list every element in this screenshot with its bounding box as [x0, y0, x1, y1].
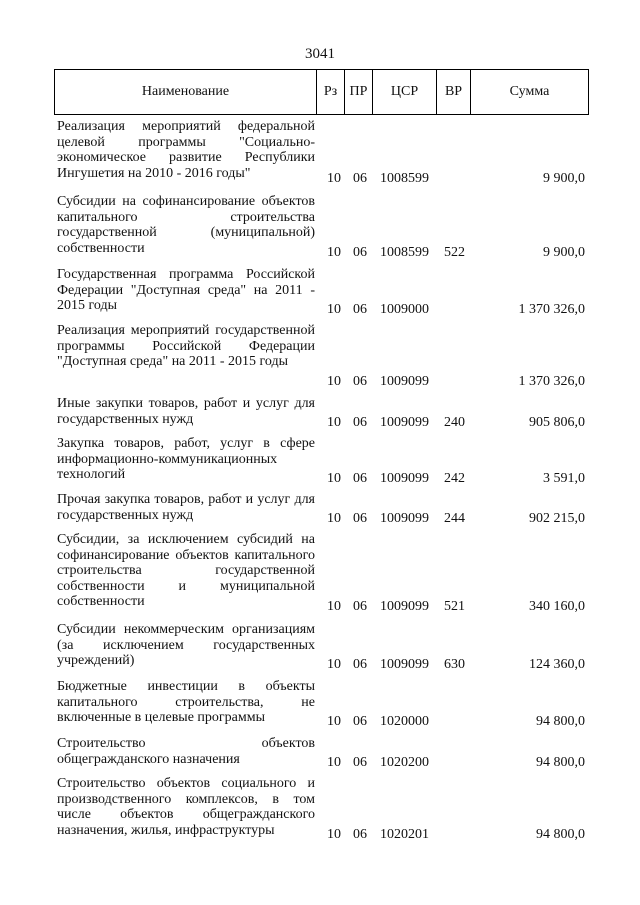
- table-header: [54, 69, 589, 115]
- row-name: Строительство объектов социального и производственного комплексов, в том числе объектов общегражданского назначения, жилья, инфраструктуры: [57, 776, 315, 838]
- row-name: Иные закупки товаров, работ и услуг для государственных нужд: [57, 396, 315, 427]
- table-row: [57, 532, 587, 614]
- row-pr: 06: [353, 598, 367, 614]
- table-row: [57, 679, 587, 729]
- table-row: [57, 492, 587, 526]
- row-csr: 1020200: [380, 754, 429, 770]
- row-pr: 06: [353, 510, 367, 526]
- row-csr: 1020000: [380, 713, 429, 729]
- table-row: [57, 736, 587, 770]
- table-row: [57, 323, 587, 389]
- row-csr: 1009099: [380, 373, 429, 389]
- row-csr: 1008599: [380, 170, 429, 186]
- row-sum: 94 800,0: [536, 754, 585, 770]
- row-pr: 06: [353, 754, 367, 770]
- row-name: Субсидии, за исключением субсидий на софинансирование объектов капитального строительства государственной собственности и муниципальной собственности: [57, 532, 315, 609]
- row-name: Реализация мероприятий федеральной целевой программы "Социально-экономическое развитие Республики Ингушетия на 2010 - 2016 годы": [57, 119, 315, 181]
- row-csr: 1009099: [380, 656, 429, 672]
- row-name: Строительство объектов общегражданского назначения: [57, 736, 315, 767]
- row-pr: 06: [353, 301, 367, 317]
- column-header-csr: ЦСР: [373, 70, 437, 114]
- table-row: [57, 267, 587, 317]
- row-sum: 94 800,0: [536, 826, 585, 842]
- row-vr: 522: [444, 244, 465, 260]
- table-row: [57, 194, 587, 260]
- row-rz: 10: [327, 826, 341, 842]
- row-sum: 9 900,0: [543, 170, 585, 186]
- column-header-name: Наименование: [55, 70, 317, 114]
- row-rz: 10: [327, 510, 341, 526]
- row-sum: 340 160,0: [529, 598, 585, 614]
- row-name: Государственная программа Российской Федерации "Доступная среда" на 2011 - 2015 годы: [57, 267, 315, 313]
- row-csr: 1008599: [380, 244, 429, 260]
- row-csr: 1009099: [380, 414, 429, 430]
- row-pr: 06: [353, 170, 367, 186]
- row-rz: 10: [327, 373, 341, 389]
- row-rz: 10: [327, 754, 341, 770]
- row-rz: 10: [327, 713, 341, 729]
- row-rz: 10: [327, 414, 341, 430]
- row-pr: 06: [353, 373, 367, 389]
- row-sum: 1 370 326,0: [518, 301, 585, 317]
- row-name: Закупка товаров, работ, услуг в сфере информационно-коммуникационных технологий: [57, 436, 315, 482]
- row-sum: 905 806,0: [529, 414, 585, 430]
- row-sum: 1 370 326,0: [518, 373, 585, 389]
- row-csr: 1009099: [380, 598, 429, 614]
- row-pr: 06: [353, 244, 367, 260]
- row-name: Бюджетные инвестиции в объекты капитального строительства, не включенные в целевые программы: [57, 679, 315, 725]
- row-pr: 06: [353, 826, 367, 842]
- row-vr: 242: [444, 470, 465, 486]
- row-rz: 10: [327, 244, 341, 260]
- row-sum: 9 900,0: [543, 244, 585, 260]
- row-name: Прочая закупка товаров, работ и услуг для государственных нужд: [57, 492, 315, 523]
- row-csr: 1009000: [380, 301, 429, 317]
- column-header-vr: ВР: [437, 70, 471, 114]
- row-csr: 1009099: [380, 510, 429, 526]
- row-rz: 10: [327, 170, 341, 186]
- column-header-sum: Сумма: [509, 84, 550, 99]
- row-sum: 124 360,0: [529, 656, 585, 672]
- row-rz: 10: [327, 656, 341, 672]
- row-vr: 521: [444, 598, 465, 614]
- row-csr: 1009099: [380, 470, 429, 486]
- row-rz: 10: [327, 301, 341, 317]
- row-pr: 06: [353, 656, 367, 672]
- row-rz: 10: [327, 470, 341, 486]
- table-row: [57, 622, 587, 672]
- row-sum: 94 800,0: [536, 713, 585, 729]
- row-csr: 1020201: [380, 826, 429, 842]
- row-name: Реализация мероприятий государственной программы Российской Федерации "Доступная среда" на 2011 - 2015 годы: [57, 323, 315, 369]
- row-pr: 06: [353, 414, 367, 430]
- column-header-rz: Рз: [317, 70, 345, 114]
- row-vr: 240: [444, 414, 465, 430]
- row-pr: 06: [353, 713, 367, 729]
- table-row: [57, 119, 587, 186]
- table-row: [57, 396, 587, 430]
- table-row: [57, 436, 587, 486]
- row-sum: 902 215,0: [529, 510, 585, 526]
- table-row: [57, 776, 587, 842]
- row-vr: 244: [444, 510, 465, 526]
- row-sum: 3 591,0: [543, 470, 585, 486]
- row-vr: 630: [444, 656, 465, 672]
- row-rz: 10: [327, 598, 341, 614]
- row-pr: 06: [353, 470, 367, 486]
- column-header-pr: ПР: [345, 70, 373, 114]
- page-number: 3041: [305, 46, 335, 62]
- row-name: Субсидии некоммерческим организациям (за исключением государственных учреждений): [57, 622, 315, 668]
- row-name: Субсидии на софинансирование объектов капитального строительства государственной (муниципальной) собственности: [57, 194, 315, 256]
